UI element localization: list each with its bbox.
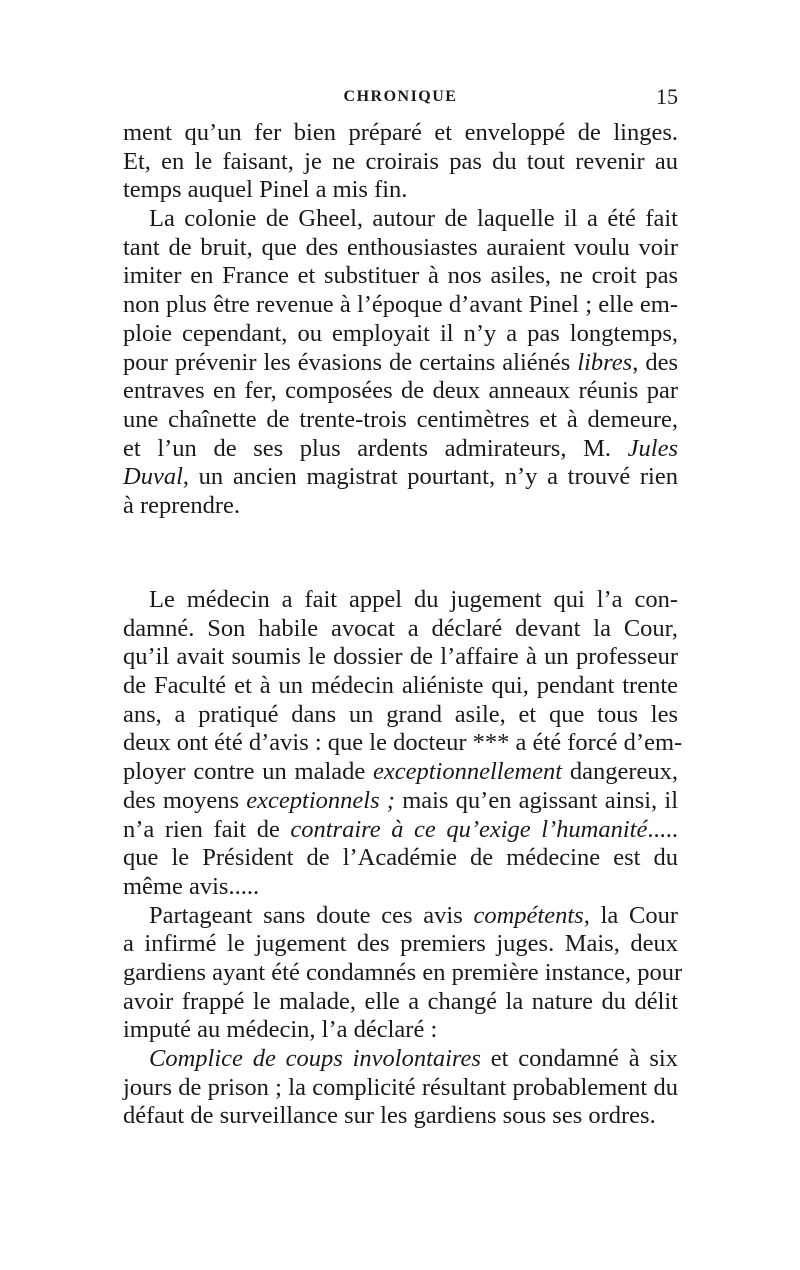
text-line [123, 492, 678, 521]
text-block-two [123, 586, 683, 1131]
text-line [123, 377, 678, 406]
text-line [123, 873, 678, 902]
text-run: ployer contre un malade [123, 758, 373, 786]
text-run: et condamné à six [480, 1045, 678, 1072]
text-run: damné. Son habile avocat a déclaré devant la Cour, [123, 614, 678, 642]
text-run: des moyens [123, 786, 247, 814]
text-run: ment qu’un fer bien préparé et enveloppé de linges. [123, 119, 678, 146]
text-line [123, 787, 678, 816]
text-run: à reprendre. [123, 491, 240, 519]
text-run: tant de bruit, que des enthousiastes auraient voulu voir [123, 233, 678, 261]
text-run: jours de prison ; la complicité résultant probablement du [123, 1073, 678, 1101]
text-line [123, 902, 678, 931]
text-line [123, 643, 678, 672]
text-line [123, 119, 678, 148]
text-line [123, 816, 678, 845]
text-line [123, 729, 683, 758]
text-run: imiter en France et substituer à nos asiles, ne croit pas [123, 262, 678, 290]
text-run: non plus être revenue à l’époque d’avant Pinel ; elle em- [123, 291, 678, 319]
text-run: , des [632, 348, 678, 376]
text-line [123, 701, 678, 730]
text-run: n’a rien fait de [123, 815, 291, 843]
text-run: mais qu’en agissant ainsi, il [394, 786, 678, 814]
text-line [123, 205, 678, 234]
text-line [123, 463, 678, 492]
text-line [123, 1045, 678, 1074]
text-run: pour prévenir les évasions de certains aliénés [123, 348, 578, 376]
text-line [123, 406, 678, 435]
text-line [123, 615, 678, 644]
text-run: défaut de surveillance sur les gardiens sous ses ordres. [123, 1102, 656, 1130]
text-line [123, 758, 678, 787]
text-block-one [123, 119, 678, 521]
text-line [123, 262, 678, 291]
text-line [123, 586, 678, 615]
text-run: Partageant sans doute ces avis [149, 901, 474, 929]
text-run: ans, a pratiqué dans un grand asile, et que tous les [123, 700, 678, 728]
text-line [123, 958, 683, 988]
italic-text: contraire à ce qu’exige l’humanité [290, 815, 648, 843]
text-line [123, 1102, 678, 1131]
text-run: ..... [647, 815, 678, 843]
text-run: Le médecin a fait appel du jugement qui l’a con- [149, 586, 678, 613]
text-run: dangereux, [562, 758, 678, 786]
text-run: deux ont été d’avis : que le docteur *** a été forcé d’em- [123, 729, 683, 757]
text-run: avoir frappé le malade, elle a changé la nature du délit [123, 987, 678, 1015]
italic-text: exceptionnels ; [246, 786, 395, 814]
text-line [123, 148, 678, 177]
italic-text: compétents [473, 901, 584, 929]
page-number: 15 [656, 84, 678, 109]
italic-text: Duval [123, 463, 183, 491]
text-line [123, 1074, 678, 1103]
text-run: qu’il avait soumis le dossier de l’affaire à un professeur [123, 643, 678, 671]
text-run: a infirmé le jugement des premiers juges. Mais, deux [123, 930, 678, 958]
text-run: ploie cependant, ou employait il n’y a pas longtemps, [123, 319, 678, 347]
text-run: gardiens ayant été condamnés en première instance, pour [123, 958, 683, 986]
text-line [123, 349, 678, 378]
text-run: une chaînette de trente-trois centimètres et à demeure, [123, 405, 678, 433]
text-line [123, 176, 678, 205]
text-line [123, 320, 678, 349]
text-run: La colonie de Gheel, autour de laquelle il a été fait [149, 205, 678, 233]
text-run: , la Cour [583, 901, 678, 929]
text-line [123, 930, 678, 959]
text-run: temps auquel Pinel a mis fin. [123, 176, 408, 204]
italic-text: Jules [627, 434, 678, 462]
text-line [123, 844, 678, 873]
text-run: , un ancien magistrat pourtant, n’y a trouvé rien [182, 463, 678, 491]
running-head [123, 84, 678, 112]
italic-text: exceptionnellement [372, 758, 563, 786]
text-run: et l’un de ses plus ardents admirateurs, M. [123, 434, 628, 462]
running-title: CHRONIQUE [343, 88, 458, 105]
text-line [123, 234, 678, 263]
text-run: entraves en fer, composées de deux anneaux réunis par [123, 377, 678, 405]
text-run: imputé au médecin, l’a déclaré : [123, 1016, 438, 1044]
text-line [123, 1016, 678, 1045]
text-line [123, 435, 678, 464]
text-line [123, 291, 678, 320]
text-run: même avis..... [123, 872, 260, 900]
text-line [123, 672, 678, 701]
text-run: Et, en le faisant, je ne croirais pas du tout revenir au [123, 147, 678, 175]
text-run: de Faculté et à un médecin aliéniste qui, pendant trente [123, 672, 678, 700]
text-line [123, 988, 678, 1017]
italic-text: libres [577, 348, 633, 376]
text-run: que le Président de l’Académie de médecine est du [123, 844, 678, 872]
italic-text: Complice de coups involontaires [149, 1045, 481, 1072]
